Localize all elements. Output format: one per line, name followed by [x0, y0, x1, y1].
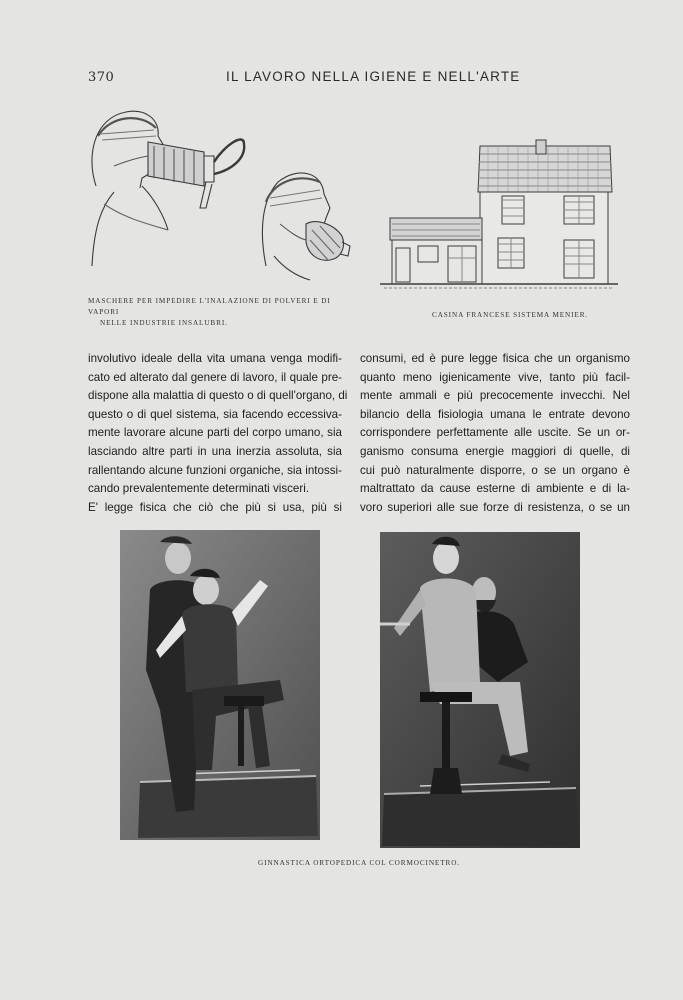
text-line: cui può naturalmente disporre, o se un organo è — [360, 463, 630, 477]
text-column-right — [360, 350, 630, 517]
running-title: IL LAVORO NELLA IGIENE E NELL'ARTE — [226, 69, 521, 84]
masks-caption-line-2: NELLE INDUSTRIE INSALUBRI. — [100, 319, 228, 327]
text-line: cando prevalentemente determinati visceri. — [88, 482, 310, 496]
text-line: E' legge fisica che ciò che più si usa, più si — [88, 500, 342, 514]
text-column-left — [88, 350, 348, 517]
text-line: consumi, ed è pure legge fisica che un organismo — [360, 352, 630, 365]
masks-caption-line-1: MASCHERE PER IMPEDIRE L'INALAZIONE DI POLVERI E DI VAPORI — [88, 297, 331, 316]
masks-illustration — [84, 106, 354, 281]
masks-caption — [88, 296, 358, 329]
house-caption: CASINA FRANCESE SISTEMA MENIER. — [432, 311, 589, 319]
text-line: bilancio della fisiologia umana le entrate devono — [360, 407, 630, 421]
text-line: rallentando alcune funzioni organiche, sia intossi- — [88, 463, 342, 477]
gymnastics-caption: GINNASTICA ORTOPEDICA COL CORMOCINETRO. — [258, 859, 460, 867]
house-illustration — [378, 138, 620, 290]
text-line: cato ed alterato dal genere di lavoro, il quale pre- — [88, 370, 342, 384]
text-line: questo o di quel sistema, sia facendo eccessiva- — [88, 407, 342, 421]
text-line: quanto meno igienicamente vive, tanto più facil- — [360, 370, 630, 384]
text-line: ganismo consuma energie maggiori di quelle, di — [360, 444, 630, 458]
text-line: mente lavorare alcune parti del corpo umano, sia — [88, 426, 342, 440]
running-head — [0, 68, 683, 88]
text-line: voro superiori alle sue forze di resistenza, o se un — [360, 500, 630, 514]
text-line: lasciando altre parti in una inerzia assoluta, sia — [88, 444, 342, 458]
text-line: corrispondere perfettamente alle uscite. Se un or- — [360, 426, 630, 440]
gymnastics-photo-right — [380, 532, 580, 848]
text-line: maltrattato da cause esterne di ambiente e di la- — [360, 482, 630, 496]
gymnastics-photo-left — [120, 530, 320, 840]
page-number: 370 — [88, 70, 115, 85]
text-line: involutivo ideale della vita umana venga modifi- — [88, 352, 342, 365]
text-line: dispone alla malattia di questo o di quell'organo, di — [88, 389, 348, 403]
text-line: mente ammali e più precocemente invecchi. Nel — [360, 389, 630, 403]
